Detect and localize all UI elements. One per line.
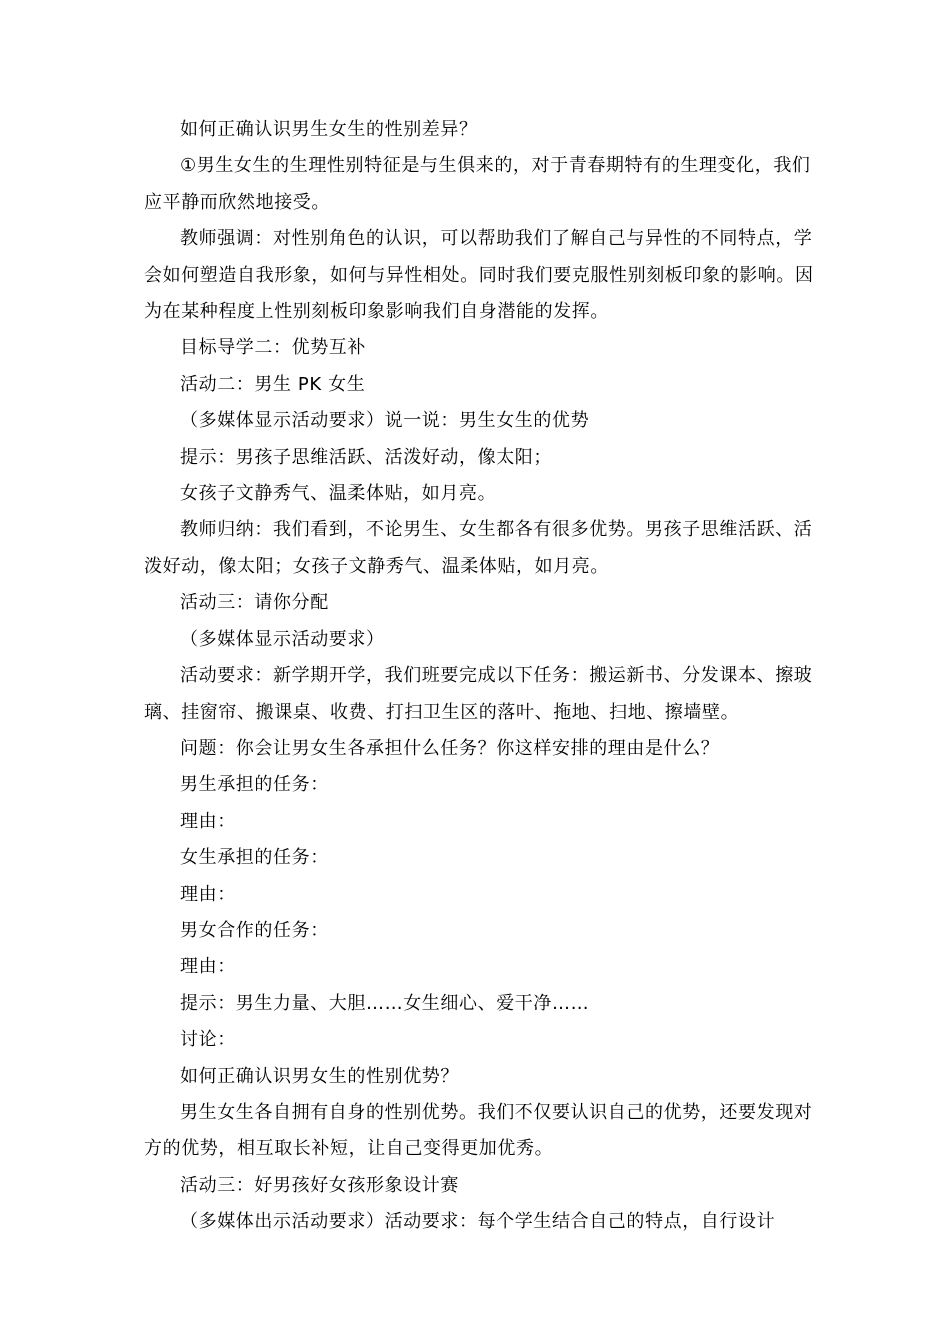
paragraph-teacher-emphasis: 教师强调：对性别角色的认识，可以帮助我们了解自己与异性的不同特点，学会如何塑造自我形象，如何与异性相处。同时我们要克服性别刻板印象的影响。因为在某种程度上性别刻板印象影响我们自身潜能的发挥。 bbox=[144, 228, 814, 323]
paragraph-activity-2: 活动二：男生 PK 女生 bbox=[180, 373, 366, 395]
paragraph-question-differences: 如何正确认识男生女生的性别差异？ bbox=[180, 119, 478, 140]
paragraph-hint-girls: 女孩子文静秀气、温柔体贴，如月亮。 bbox=[180, 483, 497, 505]
paragraph-cooperation-tasks: 男女合作的任务： bbox=[180, 919, 329, 941]
paragraph-teacher-summary: 教师归纳：我们看到，不论男生、女生都各有很多优势。男孩子思维活跃、活泼好动，像太阳；女孩子文静秀气、温柔体贴，如月亮。 bbox=[144, 519, 813, 577]
paragraph-advantages-answer: 男生女生各自拥有自身的性别优势。我们不仅要认识自己的优势，还要发现对方的优势，相互取长补短，让自己变得更加优秀。 bbox=[144, 1101, 813, 1160]
paragraph-question-advantages: 如何正确认识男女生的性别优势？ bbox=[180, 1065, 459, 1087]
paragraph-hint-boys: 提示：男孩子思维活跃、活泼好动，像太阳； bbox=[180, 446, 552, 468]
paragraph-goal-2: 目标导学二：优势互补 bbox=[180, 337, 366, 359]
paragraph-boys-tasks: 男生承担的任务： bbox=[180, 774, 329, 796]
paragraph-reason-2: 理由： bbox=[180, 883, 236, 905]
paragraph-reason-1: 理由： bbox=[180, 810, 236, 832]
paragraph-question-tasks: 问题：你会让男女生各承担什么任务？你这样安排的理由是什么？ bbox=[180, 737, 720, 759]
paragraph-discussion: 讨论： bbox=[180, 1029, 236, 1051]
paragraph-reason-3: 理由： bbox=[180, 956, 236, 978]
paragraph-activity-3-media: （多媒体显示活动要求） bbox=[180, 628, 385, 650]
paragraph-hint-strengths: 提示：男生力量、大胆……女生细心、爱干净…… bbox=[180, 992, 590, 1014]
paragraph-activity-3-requirement: 活动要求：新学期开学，我们班要完成以下任务：搬运新书、分发课本、擦玻璃、挂窗帘、搬课桌、收费、打扫卫生区的落叶、拖地、扫地、擦墙壁。 bbox=[144, 665, 813, 723]
paragraph-girls-tasks: 女生承担的任务： bbox=[180, 847, 329, 869]
paragraph-activity-2-requirement: （多媒体显示活动要求）说一说：男生女生的优势 bbox=[180, 410, 590, 432]
paragraph-design-requirement: （多媒体出示活动要求）活动要求：每个学生结合自己的特点，自行设计 bbox=[180, 1211, 776, 1233]
paragraph-point-1: ①男生女生的生理性别特征是与生俱来的，对于青春期特有的生理变化，我们应平静而欣然地接受。 bbox=[144, 155, 811, 213]
paragraph-activity-3: 活动三：请你分配 bbox=[180, 592, 329, 614]
paragraph-activity-3-design: 活动三：好男孩好女孩形象设计赛 bbox=[180, 1174, 459, 1196]
document-body bbox=[144, 112, 824, 1241]
